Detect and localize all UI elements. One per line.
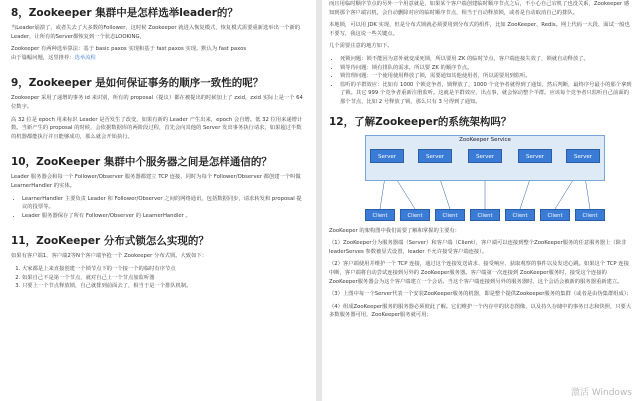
section-8-p1: 当Leader崩溃了，或者失去了大多数的Follower，这时候 Zookeeper 就进入恢复模式，恢复模式需要重新选举出一个新的Leader，让所有的Server都恢复到一个状态LOOKING，: [11, 25, 301, 40]
client-node: Client: [470, 209, 500, 221]
server-node: Server: [518, 149, 552, 163]
list-item: • LearnerHandler 主要负责 Leader 和 Follower/Observer 之间的网络通讯，包括数据同步，请求转发和 proposal 提议的投票等。: [22, 195, 306, 212]
section-12-title: 12，了解Zookeeper的系统架构吗？: [329, 115, 512, 128]
list-item: • 锁等待问题：锁有排队的需求，所以要 ZK 的顺序节点。: [340, 64, 632, 73]
architecture-point-4: （4）组成ZooKeeper服务的服务器必须彼此了解。它们维护一个内存中的状态图像，以及持久存储中的事务日志和快照，只要大多数服务器可用，ZooKeeper服务就可用；: [329, 303, 632, 319]
server-node: Server: [468, 149, 502, 163]
right-page: [322, 0, 640, 401]
windows-activation-watermark: 激活 Windows: [570, 388, 632, 398]
left-page: [0, 0, 316, 401]
section-8-p3: 由于篇幅问题，这里推荐：选举流程: [11, 54, 96, 61]
list-item: • 监听的羊群效应：比如有 1000 个锁竞争者，锁释放了，1000 个竞争者就得到了通知，然后判断，最终序号最小的那个拿到了锁。其它 999 个竞争者重新注册监听。这就是羊群效应，出点事，就会惊动整个羊群。应该每个竞争者只监听自己前面的那个节点，比如 2 号释放了锁，那么只有 3 号得到了通知。: [340, 81, 632, 107]
client-node: Client: [435, 209, 465, 221]
section-11-title: 11，ZooKeeper 分布式锁怎么实现的？: [11, 235, 209, 248]
server-node: Server: [566, 149, 600, 163]
zookeeper-architecture-diagram: [365, 135, 605, 223]
right-top-p3: 几个需要注意的地方如下。: [329, 43, 393, 50]
section-9-p1: Zookeeper 采用了递增的事务 id 来识别，所有的 proposal（提议）都在被提出的时候加上了 zxid，zxid 实际上是一个 64 位数字。: [11, 95, 303, 110]
list-item: 1. 大家都是上来直接创建一个锁节点下的一个接一个的临时有序节点: [22, 265, 306, 274]
architecture-point-1: （1）ZooKeeper分为服务器端（Server）和客户端（Client），客户端可以连接到整个ZooKeeper服务的任意服务器上（除非 leaderServes 参数被显式设置，leader 不允许接受客户端连接）。: [329, 240, 627, 255]
section-10-title: 10，ZooKeeper 集群中个服务器之间是怎样通信的？: [11, 156, 272, 169]
architecture-intro: ZooKeeper 的架构图中我们需要了解和掌握的主要有：: [329, 227, 460, 234]
list-item: • Leader 服务器保存了所有 Follower/Observer 的 LearnerHandler 。: [22, 212, 306, 221]
election-flow-link[interactable]: 选举流程: [74, 54, 96, 61]
server-node: Server: [418, 149, 452, 163]
client-node: Client: [505, 209, 535, 221]
section-9-p2: 高 32 位是 epoch 用来标识 Leader 是否发生了改变，如果有新的 Leader 产生出来，epoch 会自增。低 32 位用来递增计数。当新产生的 proposal 的时候，会依据数据库的两阶段过程，首先会向其他的 Server 发出事务执行请求，如果超过半数的机器都能执行并且能够成功，那么就会开始执行。: [11, 116, 303, 140]
client-node: Client: [400, 209, 430, 221]
list-item: 3. 只要上一个节点释放锁，自己就排到前面去了，相当于是一个排队机制。: [22, 282, 306, 291]
section-8-p2: Zookeeper 有两种选举算法：基于 basic paxos 实现和基于 fast paxos 实现。默认为 fast paxos: [11, 46, 247, 53]
section-10-list: [11, 195, 306, 221]
client-node: Client: [540, 209, 570, 221]
architecture-point-3: （3）上图中每一个Server代表一个安装ZooKeeper服务的机器，即是整个提供Zookeeper服务的集群（或者是由伪集群组成）；: [329, 291, 632, 298]
section-11-list: [11, 265, 306, 291]
architecture-point-2: （2）客户端使用并维护一个 TCP 连接，通过这个连接发送请求、接受响应、获取观察的事件以及发送心跳。如果这个 TCP 连接中断，客户端将自动尝试连接到另外的 ZooKeeper服务器。客户端第一次连接到 ZooKeeper服务时，接受这个连接的 ZooKeeper服务器会为这个客户端建立一个会话。当这个客户端连接到另外的服务器时，这个会话会被新的服务器重新建立。: [329, 261, 629, 285]
client-node: Client: [365, 209, 395, 221]
section-9-title: 9，Zookeeper 是如何保证事务的顺序一致性的呢？: [11, 77, 264, 90]
section-10-p1: Leader 服务器会和每一个 Follower/Observer 服务器都建立 TCP 连接，同时为每个 Follower/Observer 都创建一个叫做 LearnerHandler 的实体。: [11, 174, 301, 189]
server-node: Server: [370, 149, 404, 163]
service-label: ZooKeeper Service: [459, 136, 511, 143]
client-node: Client: [575, 209, 605, 221]
right-top-p2: 本地锁，可以用 JDK 实现，但是分布式锁就必须要用到分布式的组件，比如 ZooKeeper、Redis。网上代码一大段，面试一般也不要写，我这说一些关键点。: [329, 22, 630, 37]
section-8-title: 8，Zookeeper 集群中是怎样选举leader的？: [11, 7, 238, 19]
list-item: • 锁管理问题：一个使用使用释放了锁，需要通知其他使用者，所以需要用到监听。: [340, 72, 632, 81]
right-top-p1: 而且用临时顺序节点的另外一个用意就是，如果某个客户端创建临时顺序节点之后，不小心自己宕机了也没关系，Zookeeper 感知到那个客户端宕机，会自动删除对应的临时顺序节点，相当于自动释放锁，或者是自动取消自己的排队。: [329, 1, 630, 16]
section-11-p1: 如果有客户端1、客户端2等N个客户端争抢一个 Zookeeper 分布式锁。大致如下：: [11, 253, 207, 260]
lock-notes-list: [329, 55, 632, 107]
list-item: 2. 如果自己不是第一个节点，就对自己上一个节点加监听器: [22, 274, 306, 283]
list-item: • 死锁问题：锁不能因为意外就变成死锁，所以要用 ZK 的临时节点，客户端连接失效了，锁就自动释放了。: [340, 55, 632, 64]
